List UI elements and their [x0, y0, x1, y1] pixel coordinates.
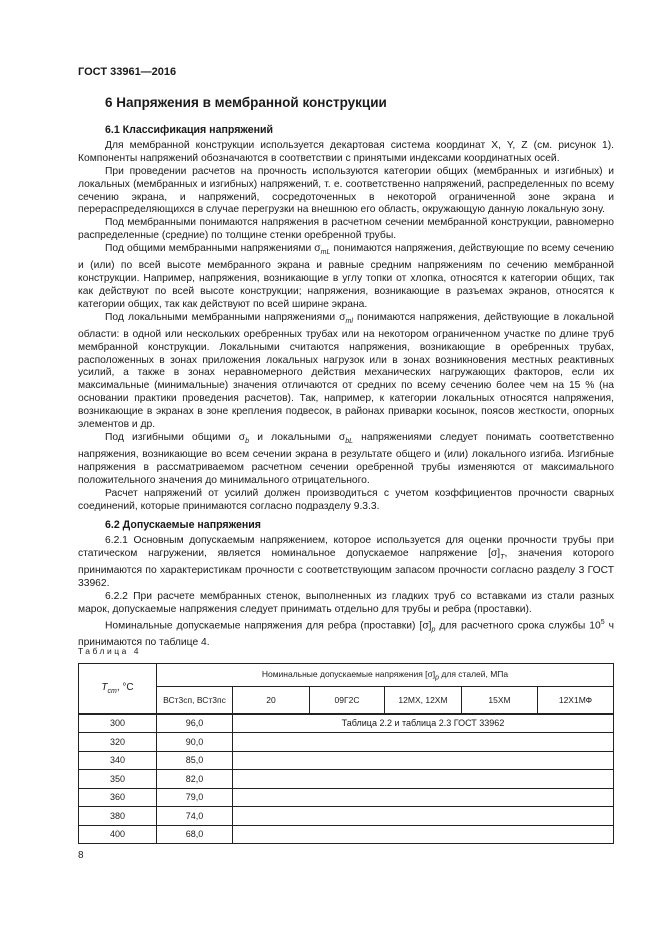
temperature-cell: 360: [79, 788, 157, 807]
steel-header: 12Х1МФ: [538, 687, 614, 714]
steel-header: 12МХ, 12ХМ: [385, 687, 462, 714]
document-header: ГОСТ 33961—2016: [78, 66, 177, 78]
paragraph: Под мембранными понимаются напряжения в расчетном сечении мембранной конструкции, равномерно распределенные (средние) по толщине стенки оребренной трубы.: [78, 217, 614, 242]
empty-cell: [233, 825, 614, 844]
table-row: [79, 825, 614, 844]
temperature-cell: 400: [79, 825, 157, 844]
steel-header: ВСт3сп, ВСт3пс: [157, 687, 233, 714]
value-cell: 68,0: [157, 825, 233, 844]
text: ч принимаются по таблице 4.: [78, 620, 614, 649]
paragraph: [78, 312, 614, 432]
value-cell: 85,0: [157, 751, 233, 770]
paragraph: [78, 617, 614, 650]
table-row: [79, 807, 614, 826]
value-cell: 96,0: [157, 714, 233, 733]
subscript: b: [245, 437, 250, 445]
steel-header: 20: [233, 687, 310, 714]
superscript: 5: [600, 618, 605, 626]
subscript: bL: [345, 437, 354, 445]
table-row: [79, 714, 614, 733]
temperature-header: [79, 664, 157, 714]
reference-cell: Таблица 2.2 и таблица 2.3 ГОСТ 33962: [233, 714, 614, 733]
empty-cell: [233, 770, 614, 789]
value-cell: 79,0: [157, 788, 233, 807]
table-row: [79, 770, 614, 789]
page-number: 8: [78, 850, 84, 861]
paragraph: При проведении расчетов на прочность используются категории общих (мембранных и изгибных) и локальных (мембранных и изгибных) напряжений, т. е. соответственно напряжений, распределенных по всему сечению экрана, и напряжений, сосредоточенных в некоторой ограниченной зоне экрана и перераспределяющихся в случае перегрузки на внешнюю его область, окружающую данную локальную зону.: [78, 165, 614, 216]
table-row: [79, 788, 614, 807]
section-title: 6 Напряжения в мембранной конструкции: [105, 95, 387, 110]
temperature-cell: 380: [79, 807, 157, 826]
paragraph: Для мембранной конструкции используется декартовая система координат X, Y, Z (см. рисунок 1). Компоненты напряжений обозначаются в соответствии с принятыми индексами координатных осей.: [78, 139, 614, 164]
empty-cell: [233, 751, 614, 770]
subsection-title-6-2: 6.2 Допускаемые напряжения: [105, 519, 261, 532]
text: Под локальными мембранными напряжениями σ: [105, 311, 346, 323]
temperature-cell: 340: [79, 751, 157, 770]
subscript: ст: [107, 687, 117, 695]
text: понимаются напряжения, действующие в локальной области: в одной или нескольких оребренных трубах или на некотором ограниченном участке по длине труб мембранной конструкции. Локальными считаются напряжения, возникающие в оребренных трубах, расположенных в зонах приложения локальных нагрузок или в зонах возникновения местных реактивных усилий, а также в зонах неравномерного действия механических нагружающих факторов, если их максимальные (минимальные) значения отличаются от средних по всему сечению более чем на 15 % (на основании практики проведения расчетов). Так, например, к категории локальных относятся напряжения, возникающие в экранах в зоне крепления подвесок, в районах приварки косынок, поясов жесткости, опорных элементов и др.: [78, 311, 614, 431]
text: для сталей, МПа: [439, 668, 509, 679]
empty-cell: [233, 807, 614, 826]
text: понимаются напряжения, действующие по всему сечению и (или) по всей высоте мембранного экрана и равные средним напряжениям по сечению мембранной конструкции. Например, напряжения, возникающие в углу топки от хлопка, относятся к категории общих, так как действуют по всей высоте конструкции; напряжения, возникающие в разъемах экранов, относятся к категории общих, так как действуют по всей ширине экрана.: [78, 243, 614, 310]
text: 6.2.1 Основным допускаемым напряжением, которое используется для оценки прочности трубы при статическом нагружении, является номинальное допускаемое напряжение [σ]: [78, 535, 614, 560]
temperature-cell: 350: [79, 770, 157, 789]
text: напряжениями следует понимать соответственно напряжения, возникающие во всем сечении экрана в результате общего и (или) локального изгиба. Изгибные напряжения в рассматриваемом расчетном сечении оребренной трубы изменяются от максимального положительного значения до минимального отрицательного.: [78, 431, 615, 486]
subscript: mL: [320, 249, 331, 257]
text: для расчетного срока службы 10: [435, 620, 601, 632]
empty-cell: [233, 733, 614, 752]
steel-header: 15ХМ: [462, 687, 538, 714]
text: , значения которого принимаются по характеристикам прочности с соответствующим запасом прочности согласно разделу 3 ГОСТ 33962.: [78, 548, 614, 590]
table-row: [79, 751, 614, 770]
text: Под изгибными общими σ: [105, 431, 246, 443]
subscript: p: [431, 626, 436, 634]
value-cell: 82,0: [157, 770, 233, 789]
text: T: [101, 681, 108, 693]
table-caption: Таблица 4: [78, 646, 141, 656]
temperature-cell: 320: [79, 733, 157, 752]
group-header: [157, 664, 614, 687]
empty-cell: [233, 788, 614, 807]
subsection-title-6-1: 6.1 Классификация напряжений: [105, 124, 274, 136]
paragraph: [78, 535, 614, 591]
value-cell: 74,0: [157, 807, 233, 826]
body-text: [78, 124, 614, 650]
paragraph: [78, 432, 614, 488]
table-row: [79, 733, 614, 752]
paragraph: [78, 243, 614, 312]
text: Номинальные допускаемые напряжения для ребра (проставки) [σ]: [105, 620, 432, 632]
text: Номинальные допускаемые напряжения [σ]: [261, 668, 436, 679]
subscript: ml: [345, 317, 353, 325]
temperature-cell: 300: [79, 714, 157, 733]
paragraph: 6.2.2 При расчете мембранных стенок, выполненных из гладких труб со вставками из стали разных марок, допускаемые напряжения следует принимать отдельно для трубы и ребра (проставки).: [78, 591, 614, 615]
paragraph: Расчет напряжений от усилий должен производиться с учетом коэффициентов прочности сварных соединений, которые принимаются согласно подразделу 9.3.3.: [78, 487, 614, 512]
text: Под общими мембранными напряжениями σ: [105, 243, 321, 255]
value-cell: 90,0: [157, 733, 233, 752]
steel-header: 09Г2С: [310, 687, 385, 714]
subscript: p: [435, 674, 440, 682]
text: , °C: [116, 681, 134, 693]
allowable-stress-table: [78, 663, 614, 844]
subscript: T: [500, 554, 505, 562]
text: и локальными σ: [249, 431, 346, 443]
